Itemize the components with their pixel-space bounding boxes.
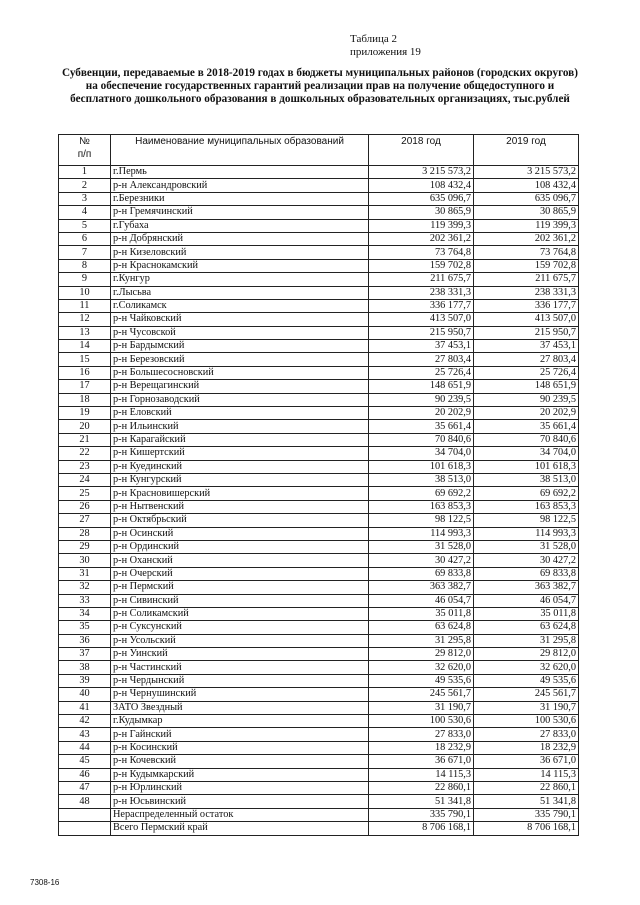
table-row [59, 621, 579, 634]
row-municipality: р-н Красновишерский [111, 487, 369, 500]
row-value-2019: 148 651,9 [474, 380, 579, 393]
table-row [59, 701, 579, 714]
row-number: 32 [59, 581, 111, 594]
row-value-2018: 69 833,8 [369, 567, 474, 580]
row-value-2019: 108 432,4 [474, 179, 579, 192]
row-municipality: Всего Пермский край [111, 822, 369, 835]
document-title: Субвенции, передаваемые в 2018-2019 годах в бюджеты муниципальных районов (городских округов) на обеспечение государственных гарантий реализации прав на получение общедоступного и бесплатного дошкольного образования в дошкольных образовательных организациях, тыс.рублей [62, 67, 578, 106]
row-municipality: р-н Кочевский [111, 755, 369, 768]
col-number-line1: № [79, 136, 90, 147]
row-value-2019: 18 232,9 [474, 741, 579, 754]
row-value-2019: 51 341,8 [474, 795, 579, 808]
row-municipality: р-н Чусовской [111, 326, 369, 339]
row-value-2019: 31 295,8 [474, 634, 579, 647]
table-row [59, 527, 579, 540]
row-value-2019: 8 706 168,1 [474, 822, 579, 835]
row-value-2018: 35 011,8 [369, 607, 474, 620]
row-municipality: р-н Кунгурский [111, 473, 369, 486]
table-row [59, 232, 579, 245]
row-municipality: р-н Чернушинский [111, 688, 369, 701]
table-row [59, 420, 579, 433]
row-municipality: р-н Верещагинский [111, 380, 369, 393]
row-municipality: г.Кунгур [111, 273, 369, 286]
subventions-table [58, 134, 579, 836]
row-value-2019: 114 993,3 [474, 527, 579, 540]
row-value-2018: 63 624,8 [369, 621, 474, 634]
row-value-2018: 31 528,0 [369, 540, 474, 553]
row-value-2019: 14 115,3 [474, 768, 579, 781]
table-row [59, 741, 579, 754]
row-municipality: р-н Александровский [111, 179, 369, 192]
col-header-2019: 2019 год [474, 135, 579, 166]
table-row [59, 795, 579, 808]
row-value-2019: 335 790,1 [474, 808, 579, 821]
row-value-2019: 100 530,6 [474, 715, 579, 728]
table-row [59, 688, 579, 701]
table-row [59, 366, 579, 379]
row-number: 12 [59, 313, 111, 326]
row-value-2019: 413 507,0 [474, 313, 579, 326]
row-municipality: р-н Ильинский [111, 420, 369, 433]
table-row [59, 192, 579, 205]
row-value-2018: 108 432,4 [369, 179, 474, 192]
row-number: 46 [59, 768, 111, 781]
row-value-2018: 69 692,2 [369, 487, 474, 500]
row-value-2018: 211 675,7 [369, 273, 474, 286]
row-number: 16 [59, 366, 111, 379]
row-value-2019: 30 865,9 [474, 206, 579, 219]
row-value-2019: 73 764,8 [474, 246, 579, 259]
row-number: 30 [59, 554, 111, 567]
row-value-2018: 363 382,7 [369, 581, 474, 594]
row-value-2018: 238 331,3 [369, 286, 474, 299]
row-number: 18 [59, 393, 111, 406]
table-row [59, 473, 579, 486]
row-value-2018: 31 190,7 [369, 701, 474, 714]
row-number: 1 [59, 166, 111, 179]
row-municipality: р-н Еловский [111, 407, 369, 420]
row-value-2018: 245 561,7 [369, 688, 474, 701]
row-number: 19 [59, 407, 111, 420]
row-municipality: р-н Суксунский [111, 621, 369, 634]
row-value-2018: 3 215 573,2 [369, 166, 474, 179]
row-value-2018: 119 399,3 [369, 219, 474, 232]
row-value-2018: 8 706 168,1 [369, 822, 474, 835]
row-value-2018: 413 507,0 [369, 313, 474, 326]
row-municipality: г.Губаха [111, 219, 369, 232]
table-body [59, 166, 579, 836]
row-number: 4 [59, 206, 111, 219]
table-row [59, 460, 579, 473]
row-number: 2 [59, 179, 111, 192]
row-number: 21 [59, 433, 111, 446]
row-number: 41 [59, 701, 111, 714]
row-municipality: р-н Гремячинский [111, 206, 369, 219]
row-municipality: р-н Юсьвинский [111, 795, 369, 808]
row-number: 17 [59, 380, 111, 393]
table-row [59, 648, 579, 661]
row-municipality: г.Кудымкар [111, 715, 369, 728]
row-value-2019: 98 122,5 [474, 514, 579, 527]
row-number: 38 [59, 661, 111, 674]
row-value-2019: 101 618,3 [474, 460, 579, 473]
table-row [59, 768, 579, 781]
row-number: 7 [59, 246, 111, 259]
row-value-2018: 18 232,9 [369, 741, 474, 754]
row-value-2018: 30 865,9 [369, 206, 474, 219]
row-number: 23 [59, 460, 111, 473]
row-value-2019: 27 833,0 [474, 728, 579, 741]
row-value-2018: 49 535,6 [369, 674, 474, 687]
row-number: 39 [59, 674, 111, 687]
row-value-2018: 14 115,3 [369, 768, 474, 781]
row-number: 33 [59, 594, 111, 607]
row-number: 6 [59, 232, 111, 245]
row-value-2019: 49 535,6 [474, 674, 579, 687]
row-number: 20 [59, 420, 111, 433]
row-number: 13 [59, 326, 111, 339]
row-value-2019: 635 096,7 [474, 192, 579, 205]
row-value-2019: 31 190,7 [474, 701, 579, 714]
caption-line-1: Таблица 2 [350, 33, 398, 45]
row-number: 8 [59, 259, 111, 272]
row-municipality: р-н Пермский [111, 581, 369, 594]
row-value-2018: 27 833,0 [369, 728, 474, 741]
row-number: 47 [59, 781, 111, 794]
row-municipality: р-н Кизеловский [111, 246, 369, 259]
table-row [59, 715, 579, 728]
row-value-2018: 34 704,0 [369, 447, 474, 460]
row-municipality: Нераспределенный остаток [111, 808, 369, 821]
row-number: 37 [59, 648, 111, 661]
row-municipality: р-н Нытвенский [111, 500, 369, 513]
row-value-2019: 20 202,9 [474, 407, 579, 420]
row-value-2018: 98 122,5 [369, 514, 474, 527]
row-value-2018: 215 950,7 [369, 326, 474, 339]
row-number: 22 [59, 447, 111, 460]
row-number: 9 [59, 273, 111, 286]
row-number: 27 [59, 514, 111, 527]
table-row [59, 259, 579, 272]
caption-line-2: приложения 19 [350, 46, 421, 58]
table-row [59, 514, 579, 527]
row-value-2018: 51 341,8 [369, 795, 474, 808]
row-number: 3 [59, 192, 111, 205]
table-row [59, 808, 579, 821]
row-municipality: р-н Карагайский [111, 433, 369, 446]
row-value-2019: 30 427,2 [474, 554, 579, 567]
table-row [59, 326, 579, 339]
table-row [59, 634, 579, 647]
row-municipality: р-н Оханский [111, 554, 369, 567]
table-row [59, 567, 579, 580]
table-row [59, 540, 579, 553]
row-number: 31 [59, 567, 111, 580]
row-value-2019: 69 692,2 [474, 487, 579, 500]
row-municipality: р-н Бардымский [111, 340, 369, 353]
row-municipality: р-н Березовский [111, 353, 369, 366]
row-value-2019: 35 661,4 [474, 420, 579, 433]
row-municipality: г.Березники [111, 192, 369, 205]
row-number: 14 [59, 340, 111, 353]
row-value-2019: 363 382,7 [474, 581, 579, 594]
row-municipality: р-н Усольский [111, 634, 369, 647]
row-value-2019: 163 853,3 [474, 500, 579, 513]
row-value-2018: 38 513,0 [369, 473, 474, 486]
table-row [59, 728, 579, 741]
row-value-2019: 159 702,8 [474, 259, 579, 272]
row-number: 35 [59, 621, 111, 634]
table-row [59, 273, 579, 286]
row-municipality: р-н Чайковский [111, 313, 369, 326]
row-municipality: г.Пермь [111, 166, 369, 179]
row-value-2019: 22 860,1 [474, 781, 579, 794]
row-value-2018: 37 453,1 [369, 340, 474, 353]
row-number: 45 [59, 755, 111, 768]
row-municipality: р-н Кишертский [111, 447, 369, 460]
table-row [59, 822, 579, 835]
table-row [59, 554, 579, 567]
row-value-2019: 211 675,7 [474, 273, 579, 286]
row-value-2019: 25 726,4 [474, 366, 579, 379]
row-number: 42 [59, 715, 111, 728]
row-number: 44 [59, 741, 111, 754]
row-municipality: р-н Кудымкарский [111, 768, 369, 781]
row-number: 43 [59, 728, 111, 741]
row-number: 29 [59, 540, 111, 553]
table-row [59, 380, 579, 393]
row-municipality: р-н Большесосновский [111, 366, 369, 379]
row-value-2019: 336 177,7 [474, 299, 579, 312]
row-municipality: р-н Ординский [111, 540, 369, 553]
row-value-2018: 163 853,3 [369, 500, 474, 513]
table-row [59, 674, 579, 687]
table-row [59, 755, 579, 768]
row-value-2019: 36 671,0 [474, 755, 579, 768]
row-value-2018: 70 840,6 [369, 433, 474, 446]
row-value-2019: 29 812,0 [474, 648, 579, 661]
row-value-2018: 335 790,1 [369, 808, 474, 821]
table-row [59, 581, 579, 594]
row-value-2019: 32 620,0 [474, 661, 579, 674]
row-municipality: р-н Частинский [111, 661, 369, 674]
row-value-2019: 238 331,3 [474, 286, 579, 299]
row-number [59, 808, 111, 821]
row-value-2018: 27 803,4 [369, 353, 474, 366]
row-municipality: р-н Краснокамский [111, 259, 369, 272]
row-number: 34 [59, 607, 111, 620]
row-value-2018: 35 661,4 [369, 420, 474, 433]
table-row [59, 447, 579, 460]
row-number: 15 [59, 353, 111, 366]
row-value-2019: 38 513,0 [474, 473, 579, 486]
row-municipality: р-н Соликамский [111, 607, 369, 620]
table-row [59, 206, 579, 219]
row-number: 48 [59, 795, 111, 808]
table-row [59, 340, 579, 353]
table-row [59, 179, 579, 192]
table-row [59, 313, 579, 326]
row-value-2018: 25 726,4 [369, 366, 474, 379]
row-municipality: г.Соликамск [111, 299, 369, 312]
row-value-2018: 202 361,2 [369, 232, 474, 245]
row-value-2018: 90 239,5 [369, 393, 474, 406]
row-value-2019: 70 840,6 [474, 433, 579, 446]
table-row [59, 219, 579, 232]
row-value-2019: 35 011,8 [474, 607, 579, 620]
table-row [59, 393, 579, 406]
row-value-2019: 37 453,1 [474, 340, 579, 353]
table-row [59, 781, 579, 794]
row-value-2018: 336 177,7 [369, 299, 474, 312]
table-row [59, 661, 579, 674]
row-number: 40 [59, 688, 111, 701]
row-value-2019: 90 239,5 [474, 393, 579, 406]
row-value-2018: 29 812,0 [369, 648, 474, 661]
row-value-2018: 100 530,6 [369, 715, 474, 728]
row-municipality: р-н Куединский [111, 460, 369, 473]
row-value-2018: 36 671,0 [369, 755, 474, 768]
col-header-name: Наименование муниципальных образований [111, 135, 369, 166]
row-municipality: р-н Уинский [111, 648, 369, 661]
table-row [59, 433, 579, 446]
row-value-2019: 63 624,8 [474, 621, 579, 634]
row-number: 26 [59, 500, 111, 513]
row-value-2019: 245 561,7 [474, 688, 579, 701]
row-municipality: р-н Юрлинский [111, 781, 369, 794]
row-municipality: р-н Сивинский [111, 594, 369, 607]
row-value-2019: 27 803,4 [474, 353, 579, 366]
row-number: 10 [59, 286, 111, 299]
table-row [59, 594, 579, 607]
row-municipality: р-н Очерский [111, 567, 369, 580]
row-value-2019: 119 399,3 [474, 219, 579, 232]
row-value-2019: 69 833,8 [474, 567, 579, 580]
row-value-2018: 32 620,0 [369, 661, 474, 674]
table-header-row [59, 135, 579, 166]
table-caption [350, 33, 421, 59]
col-header-2018: 2018 год [369, 135, 474, 166]
table-row [59, 500, 579, 513]
row-municipality: р-н Чердынский [111, 674, 369, 687]
row-value-2018: 20 202,9 [369, 407, 474, 420]
row-value-2018: 22 860,1 [369, 781, 474, 794]
row-municipality: р-н Осинский [111, 527, 369, 540]
table-row [59, 246, 579, 259]
row-value-2019: 215 950,7 [474, 326, 579, 339]
row-value-2018: 101 618,3 [369, 460, 474, 473]
document-code: 7308-16 [30, 878, 60, 887]
row-municipality: р-н Гайнский [111, 728, 369, 741]
row-number: 36 [59, 634, 111, 647]
row-municipality: ЗАТО Звездный [111, 701, 369, 714]
row-municipality: р-н Добрянский [111, 232, 369, 245]
row-value-2019: 31 528,0 [474, 540, 579, 553]
row-number [59, 822, 111, 835]
row-municipality: р-н Косинский [111, 741, 369, 754]
row-value-2018: 114 993,3 [369, 527, 474, 540]
row-value-2018: 635 096,7 [369, 192, 474, 205]
row-number: 5 [59, 219, 111, 232]
row-value-2018: 148 651,9 [369, 380, 474, 393]
row-municipality: г.Лысьва [111, 286, 369, 299]
row-number: 24 [59, 473, 111, 486]
col-number-line2: п/п [77, 149, 92, 160]
row-value-2018: 159 702,8 [369, 259, 474, 272]
table-row [59, 353, 579, 366]
table-row [59, 286, 579, 299]
row-number: 28 [59, 527, 111, 540]
row-value-2019: 3 215 573,2 [474, 166, 579, 179]
col-header-number [59, 135, 111, 166]
row-value-2019: 202 361,2 [474, 232, 579, 245]
row-municipality: р-н Горнозаводский [111, 393, 369, 406]
table-row [59, 299, 579, 312]
table-row [59, 407, 579, 420]
row-number: 11 [59, 299, 111, 312]
row-value-2018: 46 054,7 [369, 594, 474, 607]
row-value-2018: 30 427,2 [369, 554, 474, 567]
row-municipality: р-н Октябрьский [111, 514, 369, 527]
row-value-2018: 31 295,8 [369, 634, 474, 647]
table-row [59, 166, 579, 179]
table-row [59, 607, 579, 620]
row-value-2019: 34 704,0 [474, 447, 579, 460]
table-row [59, 487, 579, 500]
row-value-2019: 46 054,7 [474, 594, 579, 607]
row-value-2018: 73 764,8 [369, 246, 474, 259]
row-number: 25 [59, 487, 111, 500]
